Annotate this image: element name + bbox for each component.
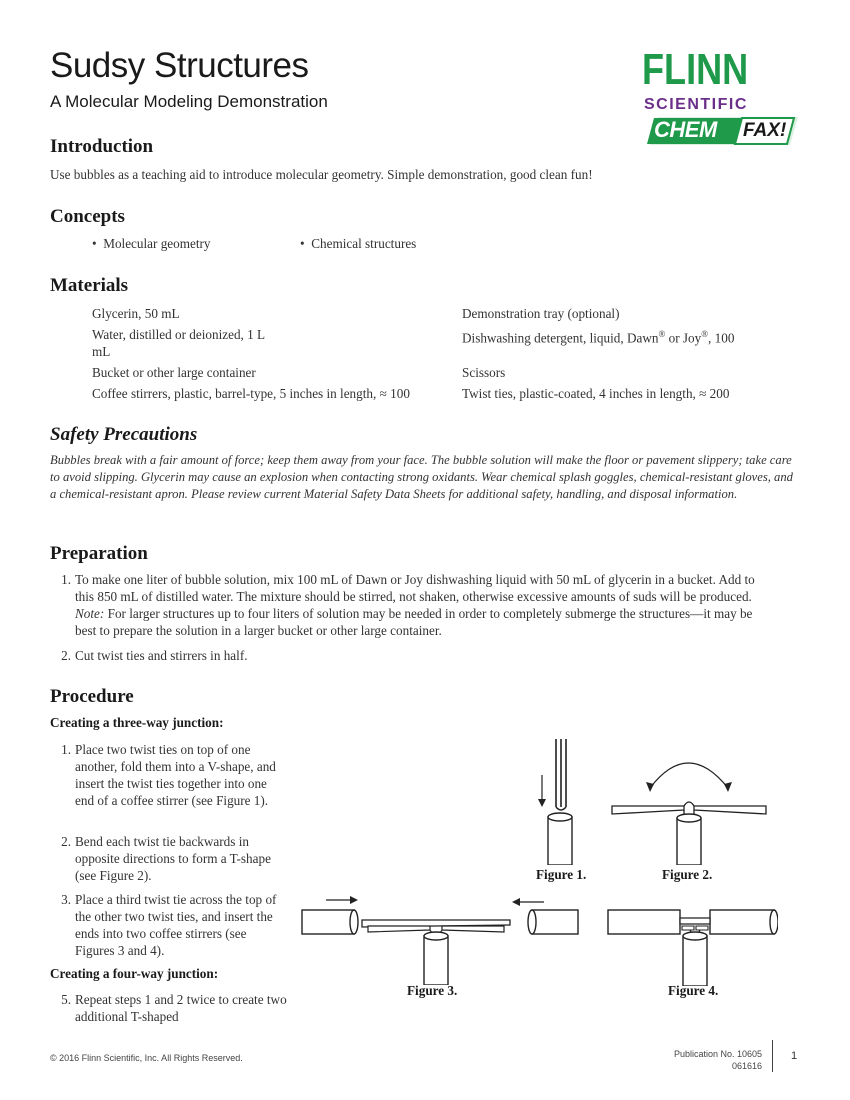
safety-heading: Safety Precautions [50,424,198,445]
detergent-text: , 100 [708,330,735,346]
introduction-text: Use bubbles as a teaching aid to introduce molecular geometry. Simple demonstration, good clean fun! [50,167,593,182]
step-text: Repeat steps 1 and 2 twice to create two additional T-shaped [75,992,287,1024]
step-number: 1. [61,572,71,587]
footer-divider [772,1040,773,1072]
detergent-text: Dishwashing detergent, liquid, Dawn [462,330,659,346]
preparation-step [61,647,770,664]
step-text: Bend each twist tie backwards in opposite directions to form a T-shape (see Figure 2). [75,834,271,883]
step-number: 2. [61,648,71,663]
concept-item: • Molecular geometry [92,236,211,251]
note-label: Note: [75,606,105,621]
figure-1-illustration [530,735,590,865]
procedure-step [61,741,287,809]
procedure-step [61,991,287,1025]
materials-heading: Materials [50,275,129,296]
footer-publication-number: Publication No. 10605 [673,1049,762,1059]
material-item: Coffee stirrers, plastic, barrel-type, 5 inches in length, ≈ 100 [92,386,410,401]
figure-4-label: Figure 4. [668,983,719,998]
concept-item: • Chemical structures [300,236,417,251]
concepts-heading: Concepts [50,206,125,227]
concept-item-text: Chemical structures [311,236,417,251]
material-item: Glycerin, 50 mL [92,306,180,321]
step-text: To make one liter of bubble solution, mix 100 mL of Dawn or Joy dishwashing liquid with 50 mL of glycerin in a bucket. Add to this 850 mL of distilled water. The mixture should be stirred, not shaken, otherwise excessive amounts of suds will be produced. [75,572,755,604]
step-number: 1. [61,742,71,757]
logo-fax-text: FAX! [743,120,787,141]
figure-1-label: Figure 1. [536,867,587,882]
footer-publication-code: 061616 [731,1061,762,1071]
page-number: 1 [791,1050,798,1062]
material-item: Bucket or other large container [92,365,256,380]
material-item: Water, distilled or deionized, 1 L [92,327,266,342]
procedure-subheading-four-way: Creating a four-way junction: [50,966,219,981]
step-text: Place a third twist tie across the top of the other two twist ties, and insert the ends into two coffee stirrers (see Figures 3 and 4). [75,892,277,958]
material-item-detergent [462,326,734,346]
step-number: 2. [61,834,71,849]
material-item: Scissors [462,365,506,380]
footer-copyright: © 2016 Flinn Scientific, Inc. All Rights Reserved. [50,1053,243,1063]
procedure-subheading-three-way: Creating a three-way junction: [50,715,224,730]
concept-item-text: Molecular geometry [103,236,211,251]
figure-2-illustration [608,740,773,865]
step-number: 5. [61,992,71,1007]
material-item: Twist ties, plastic-coated, 4 inches in length, ≈ 200 [462,386,730,401]
figure-3-label: Figure 3. [407,983,458,998]
registered-mark: ® [658,329,666,339]
logo-scientific-text: SCIENTIFIC [644,96,748,113]
step-number: 3. [61,892,71,907]
flinn-logo [640,46,800,156]
logo-flinn-text: FLINN [642,45,749,94]
page-title: Sudsy Structures [50,46,309,85]
registered-mark: ® [701,329,709,339]
step-text: Cut twist ties and stirrers in half. [75,648,248,663]
preparation-heading: Preparation [50,543,148,564]
material-item: mL [92,344,111,359]
safety-text: Bubbles break with a fair amount of force; keep them away from your face. The bubble solution will make the floor or pavement slippery; take care to avoid slipping. Glycerin may cause an explosion when contacting strong oxidants. Wear chemical splash goggles, chemical-resistant gloves, and a chemical-resistant apron. Please review current Material Safety Data Sheets for additional safety, handling, and disposal information. [50,453,793,501]
preparation-step [61,571,770,639]
procedure-step [61,891,287,959]
figure-4-illustration [606,898,778,986]
material-item: Demonstration tray (optional) [462,306,620,321]
figure-3-illustration [300,890,580,985]
figure-2-label: Figure 2. [662,867,713,882]
procedure-step [61,833,275,884]
introduction-heading: Introduction [50,136,154,157]
step-text: Place two twist ties on top of one another, fold them into a V-shape, and insert the twist ties together into one end of a coffee stirrer (see Figure 1). [75,742,276,808]
detergent-text: or Joy [665,330,702,346]
procedure-heading: Procedure [50,686,134,707]
logo-chem-text: CHEM [654,117,717,142]
step-text: For larger structures up to four liters of solution may be needed in order to completely submerge the structures—it may be best to prepare the solution in a larger bucket or other large container. [75,606,753,638]
page-subtitle: A Molecular Modeling Demonstration [50,92,328,111]
